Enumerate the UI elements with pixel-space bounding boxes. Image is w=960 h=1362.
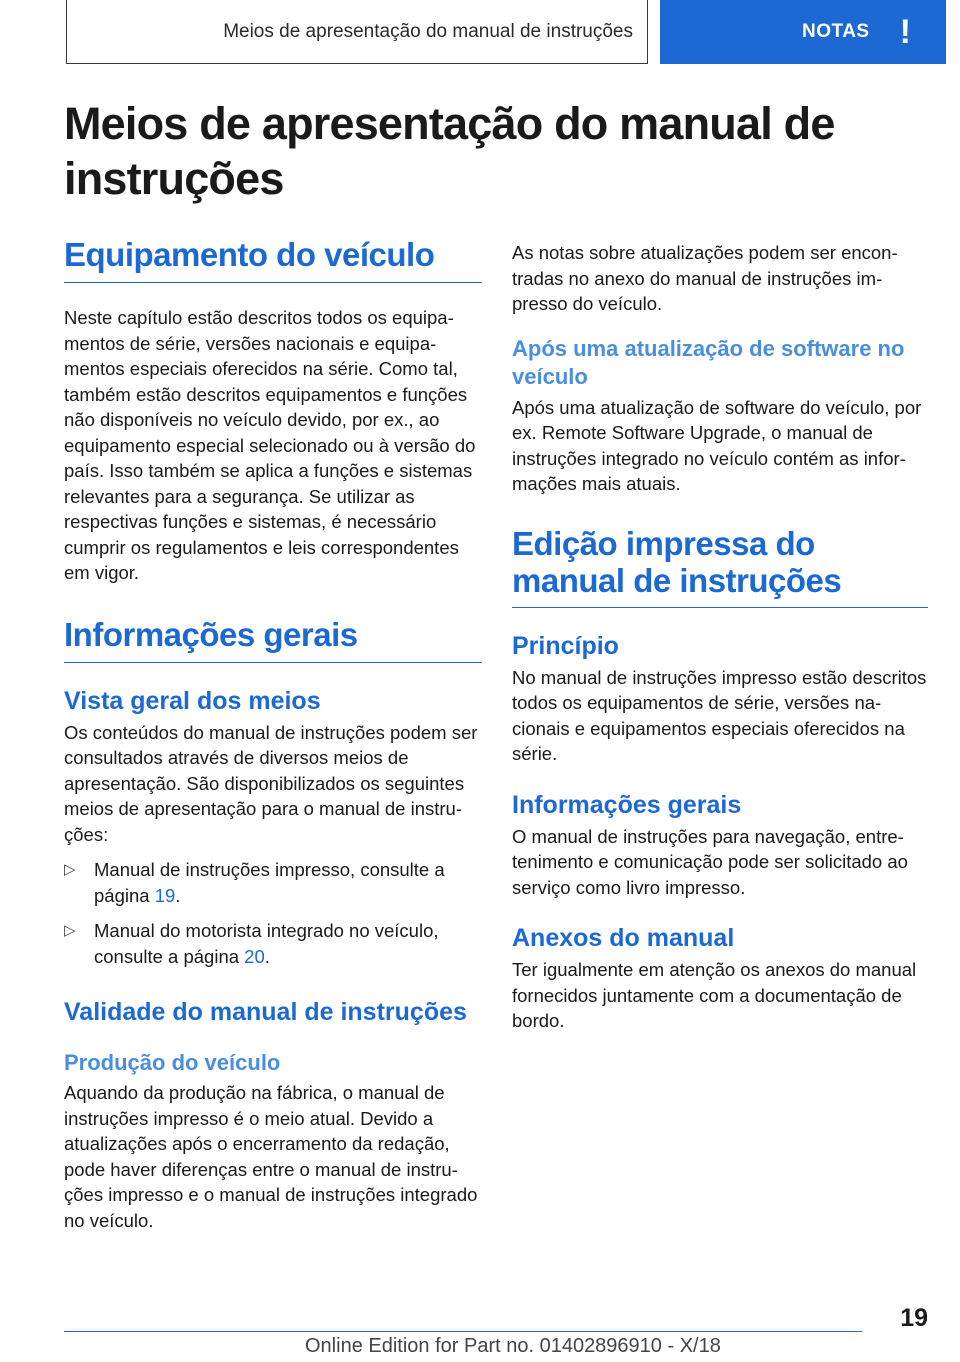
list-item: ▷ Manual do motorista integrado no veículo, consulte a página 20. — [64, 920, 439, 967]
heading-producao: Produção do veículo — [64, 1050, 281, 1075]
paragraph-anexos: Ter igualmente em atenção os anexos do manual fornecidos juntamente com a documentação de bordo. — [512, 959, 917, 1031]
page-link-20[interactable]: 20 — [244, 945, 265, 967]
paragraph-vista-geral: Os conteúdos do manual de instruções podem ser consultados através de diversos meios de apresentação. São disponibilizados os seguintes meios de apresentação para o manual de instruções: — [64, 721, 478, 845]
triangle-right-icon: ▷ — [64, 861, 76, 878]
paragraph-equipamento: Neste capítulo estão descritos todos os equipamentos de série, versões nacionais e equipamentos especiais oferecidos na série. Como tal, também estão descritos equipamentos e funções não disponíveis no veículo devido, por ex., ao equipamento especial selecionado ou à versão do país. Isso também se aplica a funções e sistemas relevantes para a segurança. Se utilizar as respectivas funções e sistemas, é necessário cumprir os regulamentos e leis correspondentes em vigor. — [64, 307, 476, 583]
heading-equipamento: Equipamento do veículo — [64, 236, 482, 283]
heading-apos-atualizacao: Após uma atualização de software no veículo — [512, 335, 905, 389]
paragraph-notas: As notas sobre atualizações podem ser encontradas no anexo do manual de instruções impresso do veículo. — [512, 242, 898, 314]
paragraph-producao: Aquando da produção na fábrica, o manual de instruções impresso é o meio atual. Devido a atualizações após o encerramento da redação, pode haver diferenças entre o manual de instruções impresso e o manual de instruções integrado no veículo. — [64, 1082, 478, 1231]
page-link-19[interactable]: 19 — [154, 884, 176, 906]
heading-anexos: Anexos do manual — [512, 924, 735, 952]
right-column — [512, 240, 928, 1034]
exclamation-icon: ! — [899, 13, 912, 51]
section-tab — [660, 0, 946, 64]
heading-informacoes-gerais: Informações gerais — [64, 616, 482, 663]
heading-validade: Validade do manual de instruções — [64, 998, 467, 1026]
chapter-title: Meios de apresentação do manual de instruções — [223, 20, 633, 42]
left-column — [64, 236, 482, 1233]
paragraph-principio: No manual de instruções impresso estão descritos todos os equipamentos de série, versões nacionais e equipamentos especiais oferecidos na série. — [512, 666, 927, 764]
running-header — [66, 0, 648, 64]
page-number: 19 — [900, 1304, 928, 1332]
media-list — [64, 857, 482, 969]
paragraph-apos-atualizacao: Após uma atualização de software do veículo, por ex. Remote Software Upgrade, o manual de instruções integrado no veículo contém as informações mais atuais. — [512, 396, 922, 494]
heading-informacoes-gerais-2: Informações gerais — [512, 790, 742, 819]
section-tab-label: NOTAS — [802, 21, 870, 42]
triangle-right-icon: ▷ — [64, 922, 76, 939]
list-item: ▷ Manual de instruções impresso, consulte a página 19. — [64, 859, 445, 906]
heading-vista-geral: Vista geral dos meios — [64, 686, 321, 715]
footer-edition: Online Edition for Part no. 01402896910 - X/18 — [305, 1335, 721, 1357]
page-title: Meios de apresentação do manual de instruções — [64, 98, 835, 204]
footer-divider — [64, 1331, 862, 1332]
paragraph-informacoes-gerais-2: O manual de instruções para navegação, entretenimento e comunicação pode ser solicitado ao serviço como livro impresso. — [512, 825, 908, 898]
heading-principio: Princípio — [512, 631, 619, 660]
heading-edicao-impressa: Edição impressa do manual de instruções — [512, 525, 928, 608]
